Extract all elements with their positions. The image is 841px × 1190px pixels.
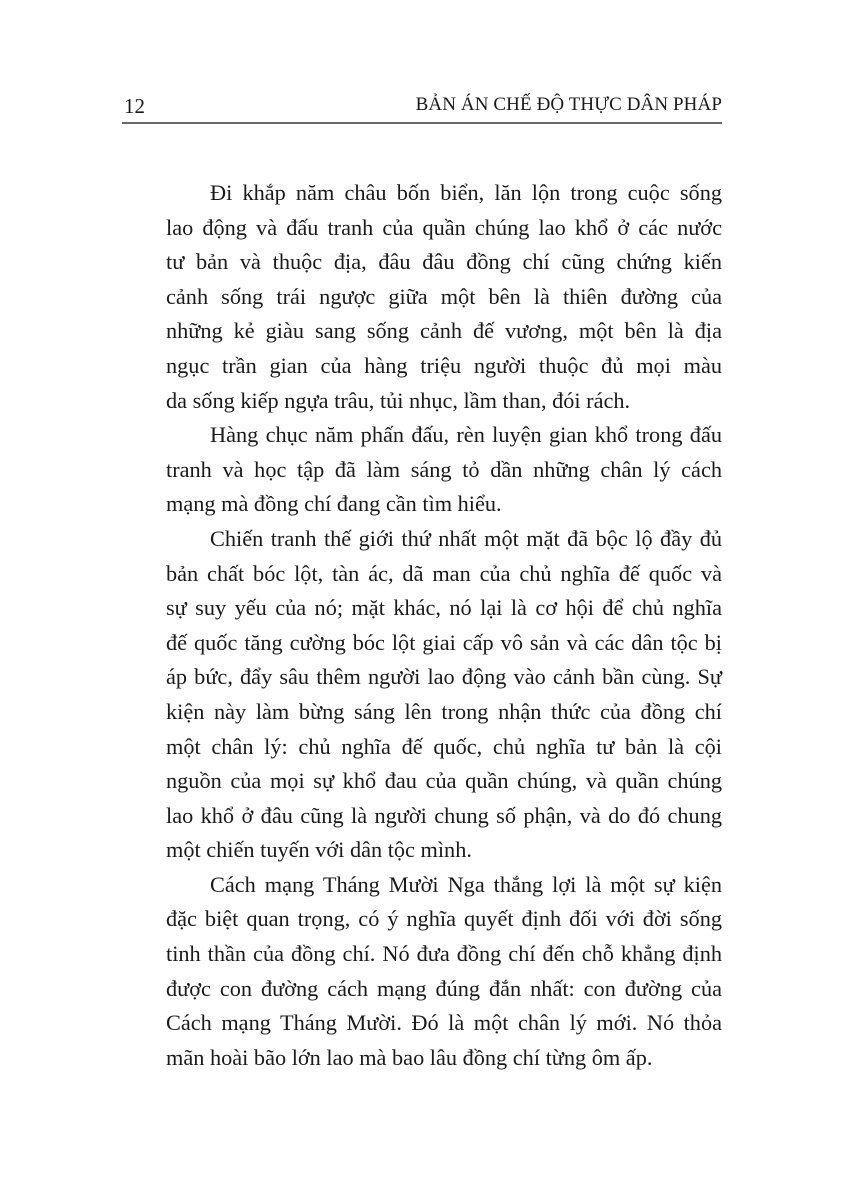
page-header: [122, 92, 722, 124]
body-text: [122, 176, 722, 1075]
text-line: tranh và học tập đã làm sáng tỏ dần những chân lý cách: [166, 456, 722, 482]
text-line: đặc biệt quan trọng, có ý nghĩa quyết định đối với đời sống: [166, 906, 722, 932]
text-line: một chiến tuyến với dân tộc mình.: [166, 837, 472, 863]
text-line: ngục trần gian của hàng triệu người thuộc đủ mọi màu: [166, 352, 722, 378]
text-line: Chiến tranh thế giới thứ nhất một mặt đã bộc lộ đầy đủ: [210, 525, 722, 551]
text-line: mãn hoài bão lớn lao mà bao lâu đồng chí từng ôm ấp.: [166, 1044, 653, 1070]
text-line: Đi khắp năm châu bốn biển, lăn lộn trong cuộc sống: [210, 180, 722, 205]
text-line: áp bức, đẩy sâu thêm người lao động vào cảnh bần cùng. Sự: [166, 664, 722, 690]
text-line: tinh thần của đồng chí. Nó đưa đồng chí đến chỗ khẳng định: [166, 941, 722, 967]
text-line: tư bản và thuộc địa, đâu đâu đồng chí cũng chứng kiến: [166, 249, 722, 275]
page-number: 12: [124, 94, 145, 118]
paragraph: [122, 176, 722, 418]
text-line: cảnh sống trái ngược giữa một bên là thiên đường của: [166, 283, 722, 309]
text-line: lao khổ ở đâu cũng là người chung số phận, và do đó chung: [166, 802, 722, 828]
paragraph: [122, 868, 722, 1076]
text-line: được con đường cách mạng đúng đắn nhất: con đường của: [166, 975, 722, 1001]
text-line: Cách mạng Tháng Mười Nga thắng lợi là một sự kiện: [210, 871, 722, 897]
text-line: lao động và đấu tranh của quần chúng lao khổ ở các nước: [166, 214, 722, 240]
running-title: BẢN ÁN CHẾ ĐỘ THỰC DÂN PHÁP: [415, 94, 722, 115]
text-line: đế quốc tăng cường bóc lột giai cấp vô sản và các dân tộc bị: [166, 629, 722, 655]
text-line: nguồn của mọi sự khổ đau của quần chúng, và quần chúng: [166, 768, 722, 794]
text-line: Cách mạng Tháng Mười. Đó là một chân lý mới. Nó thỏa: [166, 1010, 722, 1036]
paragraph: [122, 522, 722, 868]
text-line: một chân lý: chủ nghĩa đế quốc, chủ nghĩa tư bản là cội: [166, 733, 722, 759]
text-line: mạng mà đồng chí đang cần tìm hiểu.: [166, 491, 502, 517]
text-line: sự suy yếu của nó; mặt khác, nó lại là cơ hội để chủ nghĩa: [166, 595, 722, 621]
text-line: Hàng chục năm phấn đấu, rèn luyện gian khổ trong đấu: [210, 422, 722, 448]
text-line: kiện này làm bừng sáng lên trong nhận thức của đồng chí: [166, 698, 722, 724]
text-line: những kẻ giàu sang sống cảnh đế vương, một bên là địa: [166, 318, 722, 344]
paragraph: [122, 418, 722, 522]
text-line: bản chất bóc lột, tàn ác, dã man của chủ nghĩa đế quốc và: [166, 560, 722, 586]
text-line: da sống kiếp ngựa trâu, tủi nhục, lầm than, đói rách.: [166, 387, 631, 413]
